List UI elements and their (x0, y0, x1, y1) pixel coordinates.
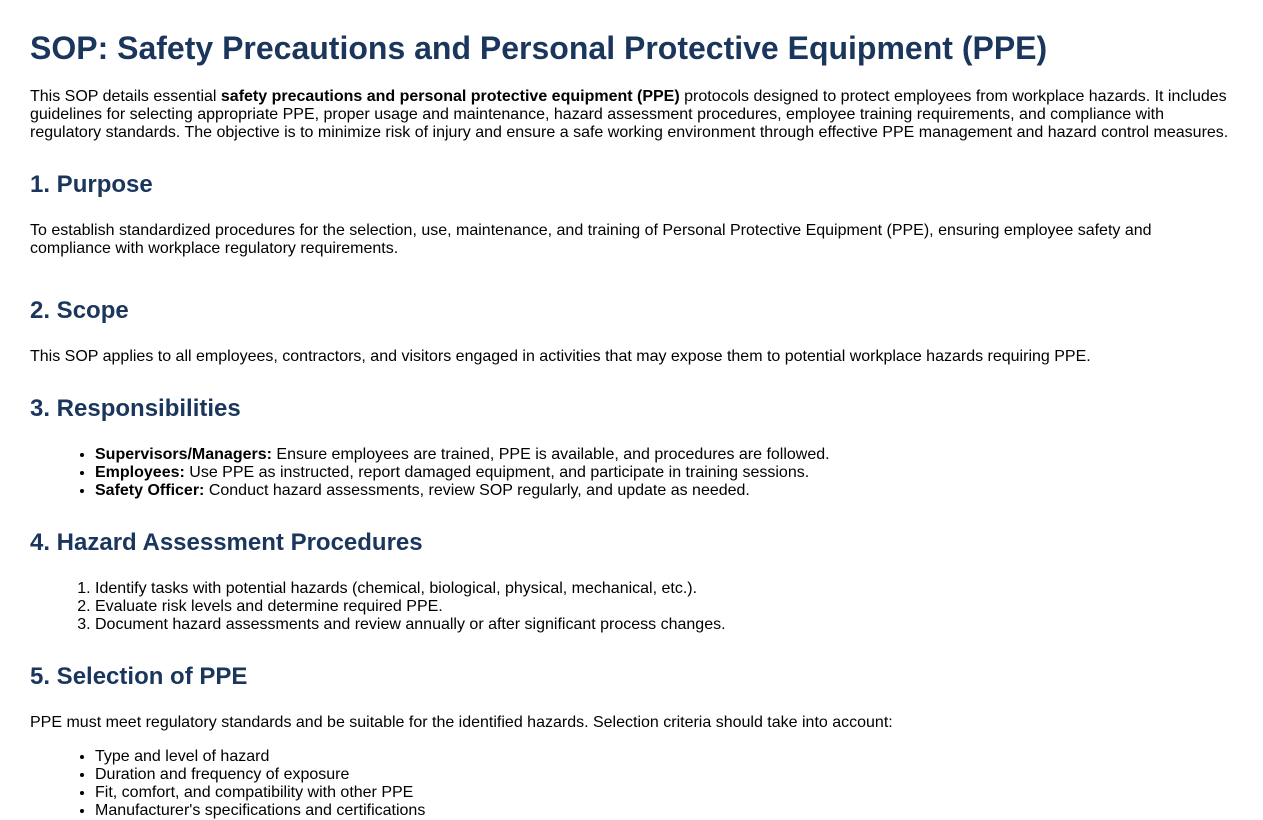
list-item (95, 446, 1233, 464)
list-item: 3. Document hazard assessments and review annually or after significant process changes. (95, 616, 1233, 634)
list-item: • Duration and frequency of exposure (95, 766, 1233, 784)
page-title: SOP: Safety Precautions and Personal Protective Equipment (PPE) (30, 30, 1048, 66)
list-item: 2. Evaluate risk levels and determine required PPE. (95, 598, 1233, 616)
section-heading-hazard-assessment: 4. Hazard Assessment Procedures (30, 529, 423, 556)
list-item: • Manufacturer's specifications and certifications (95, 802, 1233, 820)
scope-paragraph: This SOP applies to all employees, contractors, and visitors engaged in activities that may expose them to potential workplace hazards requiring PPE. (30, 348, 1091, 365)
role-description: Ensure employees are trained, PPE is available, and procedures are followed. (271, 446, 830, 463)
intro-paragraph (30, 88, 1233, 142)
section-heading-scope: 2. Scope (30, 297, 129, 324)
role-label: Supervisors/Managers: (95, 446, 272, 463)
list-item (95, 464, 1233, 482)
intro-text-before: This SOP details essential (30, 88, 221, 105)
responsibilities-list (30, 446, 1233, 500)
section-heading-selection: 5. Selection of PPE (30, 663, 248, 690)
list-item (95, 482, 1233, 500)
list-item: • Type and level of hazard (95, 748, 1233, 766)
selection-criteria-list (30, 748, 1233, 820)
selection-paragraph: PPE must meet regulatory standards and be suitable for the identified hazards. Selection criteria should take into account: (30, 714, 893, 731)
list-item: 1. Identify tasks with potential hazards (chemical, biological, physical, mechanical, etc.). (95, 580, 1233, 598)
role-label: Employees: (95, 464, 185, 481)
purpose-paragraph: To establish standardized procedures for the selection, use, maintenance, and training of Personal Protective Equipment (PPE), ensuring employee safety and compliance with workplace regulatory requirements. (30, 222, 1152, 257)
role-description: Conduct hazard assessments, review SOP regularly, and update as needed. (204, 482, 750, 499)
intro-text-bold: safety precautions and personal protective equipment (PPE) (220, 88, 680, 105)
section-heading-purpose: 1. Purpose (30, 171, 153, 198)
list-item: • Fit, comfort, and compatibility with other PPE (95, 784, 1233, 802)
role-label: Safety Officer: (95, 482, 205, 499)
section-heading-responsibilities: 3. Responsibilities (30, 395, 241, 422)
intro-text-after: protocols designed to protect employees from workplace hazards. It includes guidelines for selecting appropriate PPE, proper usage and maintenance, hazard assessment procedures, employee training requirements, and compliance with regulatory standards. The objective is to minimize risk of injury and ensure a safe working environment through effective PPE management and hazard control measures. (30, 88, 1229, 141)
hazard-steps-list (30, 580, 1233, 634)
role-description: Use PPE as instructed, report damaged equipment, and participate in training sessions. (184, 464, 810, 481)
